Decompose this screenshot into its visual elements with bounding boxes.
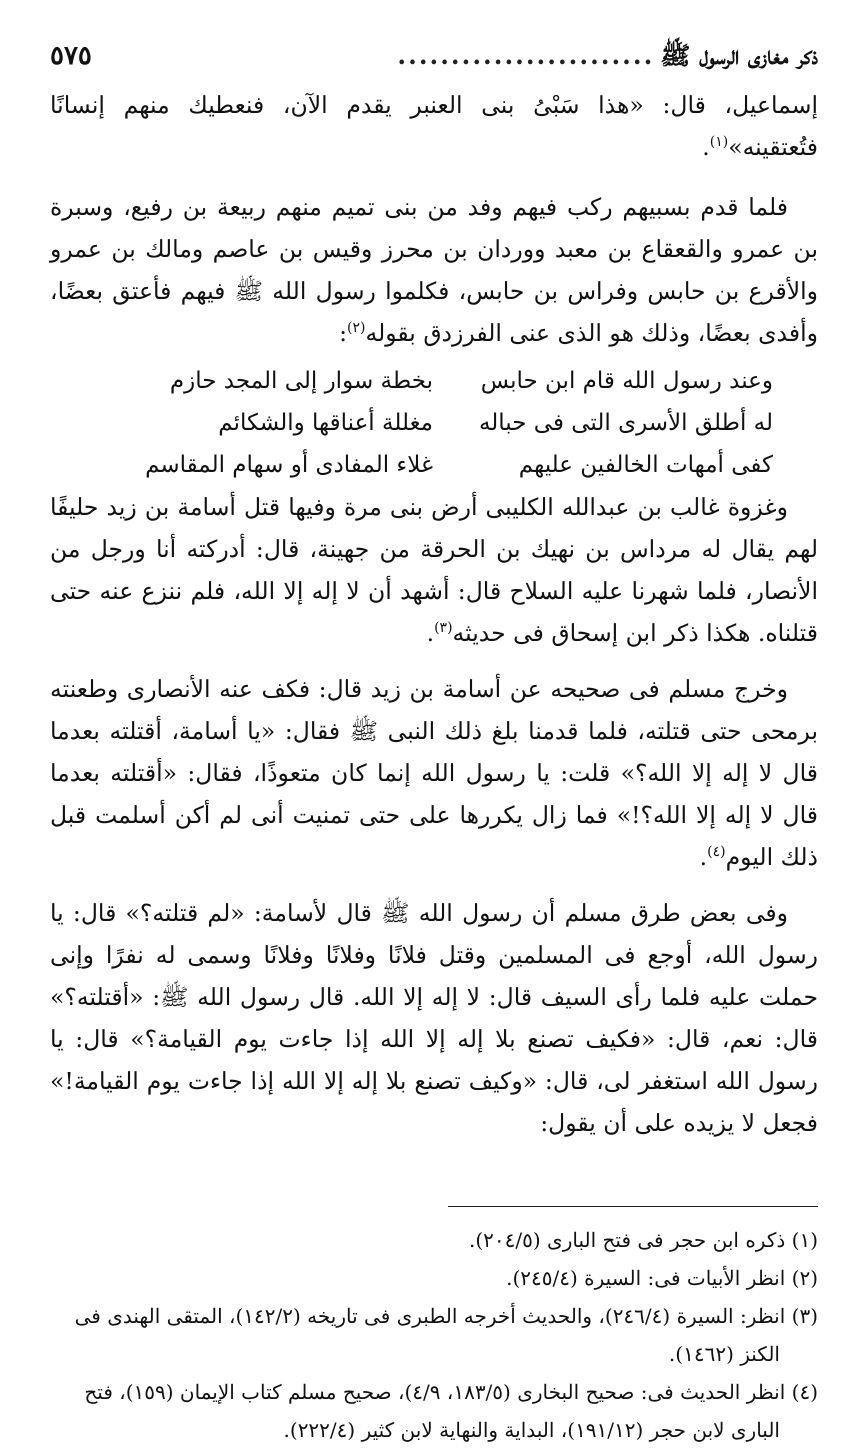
verse-second-hemistich: غلاء المفادى أو سهام المقاسم <box>145 452 433 478</box>
verse-second-hemistich: بخطة سوار إلى المجد حازم <box>169 368 433 394</box>
footnote-separator <box>448 1206 818 1207</box>
paragraph-3-end: . <box>426 619 435 647</box>
page-number: ٥٧٥ <box>50 41 92 71</box>
footnote-ref-1: (١) <box>709 134 729 151</box>
verse-second-hemistich: مغللة أعناقها والشكائم <box>218 410 433 436</box>
paragraph-3-text: وغزوة غالب بن عبدالله الكليبى أرض بنى مرة وفيها قتل أسامة بن زيد حليفًا لهم يقال له مرداس بن نهيك بن الحرقة من جهينة، قال: أدركته أنا ورجل من الأنصار، فلما شهرنا عليه السلاح قال: أشهد أن لا إله إلا الله، فلم ننزع عنه حتى قتلناه. هكذا ذكر ابن إسحاق فى حديثه <box>50 493 818 647</box>
footnote-3: (٣) انظر: السيرة (٢٤٦/٤)، والحديث أخرجه الطبرى فى تاريخه (١٤٢/٢)، المتقى الهندى فى الكنز (١٤٦٢). <box>74 1304 818 1366</box>
paragraph-1-end: . <box>702 133 710 161</box>
footnote-ref-3: (٣) <box>434 620 453 637</box>
verse-first-hemistich: وعند رسول الله قام ابن حابس <box>480 368 773 394</box>
dot-leader: ........................ <box>397 41 655 70</box>
paragraph-4-end: . <box>699 843 708 871</box>
paragraph-3 <box>50 486 818 654</box>
paragraph-4 <box>50 668 818 878</box>
poem-verse <box>50 360 773 402</box>
chapter-title: ذكر مغازى الرسول ﷺ <box>660 41 818 70</box>
paragraph-1 <box>50 84 818 168</box>
paragraph-2 <box>50 186 818 354</box>
footnote-4: (٤) انظر الحديث فى: صحيح البخارى (١٨٣/٥، ٤/٩)، صحيح مسلم كتاب الإيمان (١٥٩)، فتح البارى لابن حجر (١٩١/١٢)، البداية والنهاية لابن كثير (٢٢٢/٤). <box>84 1380 818 1442</box>
paragraph-4-text: وخرج مسلم فى صحيحه عن أسامة بن زيد قال: فكف عنه الأنصارى وطعنته برمحى حتى قتلته، فلما قدمنا بلغ ذلك النبى ﷺ فقال: «يا أسامة، أقتلته بعدما قال لا إله إلا الله؟» قلت: يا رسول الله إنما كان متعوذًا، فقال: «أقتلته بعدما قال لا إله إلا الله؟!» فما زال يكررها على حتى تمنيت أنى لم أكن أسلمت قبل ذلك اليوم <box>50 675 818 871</box>
footnote-2: (٢) انظر الأبيات فى: السيرة (٢٤٥/٤). <box>506 1266 818 1290</box>
paragraph-5 <box>50 892 818 1144</box>
footnote-1: (١) ذكره ابن حجر فى فتح البارى (٢٠٤/٥). <box>469 1228 818 1252</box>
poem-verse <box>50 402 773 444</box>
footnote-ref-2: (٢) <box>347 320 366 337</box>
verse-first-hemistich: كفى أمهات الخالفين عليهم <box>518 452 773 478</box>
paragraph-5-text: وفى بعض طرق مسلم أن رسول الله ﷺ قال لأسامة: «لم قتلته؟» قال: يا رسول الله، أوجع فى المسلمين وقتل فلانًا وفلانًا وفلانًا وسمى له نفرًا وإنى حملت عليه فلما رأى السيف قال: لا إله إلا الله. قال رسول الله ﷺ: «أقتلته؟» قال: نعم، قال: «فكيف تصنع بلا إله إلا الله إذا جاءت يوم القيامة؟» قال: يا رسول الله استغفر لى، قال: «وكيف تصنع بلا إله إلا الله إذا جاءت يوم القيامة!» فجعل لا يزيده على أن يقول: <box>50 899 818 1137</box>
poem-verse <box>50 444 773 486</box>
footnote-ref-4: (٤) <box>707 844 726 861</box>
paragraph-1-text: إسماعيل، قال: «هذا سَبْىُ بنى العنبر يقدم الآن، فنعطيك منهم إنسانًا فتُعتقينه» <box>50 91 818 161</box>
running-header <box>50 40 818 84</box>
footnotes <box>50 1221 818 1449</box>
verse-first-hemistich: له أطلق الأسرى التى فى حباله <box>478 410 773 436</box>
paragraph-2-text: فلما قدم بسبيهم ركب فيهم وفد من بنى تميم منهم ربيعة بن رفيع، وسبرة بن عمرو والقعقاع بن معبد ووردان بن محرز وقيس بن عاصم ومالك بن عمرو والأقرع بن حابس وفراس بن حابس، فكلموا رسول الله ﷺ فيهم فأعتق بعضًا، وأفدى بعضًا، وذلك هو الذى عنى الفرزدق بقوله <box>50 193 818 347</box>
paragraph-2-end: : <box>339 319 348 347</box>
poem <box>50 360 818 486</box>
